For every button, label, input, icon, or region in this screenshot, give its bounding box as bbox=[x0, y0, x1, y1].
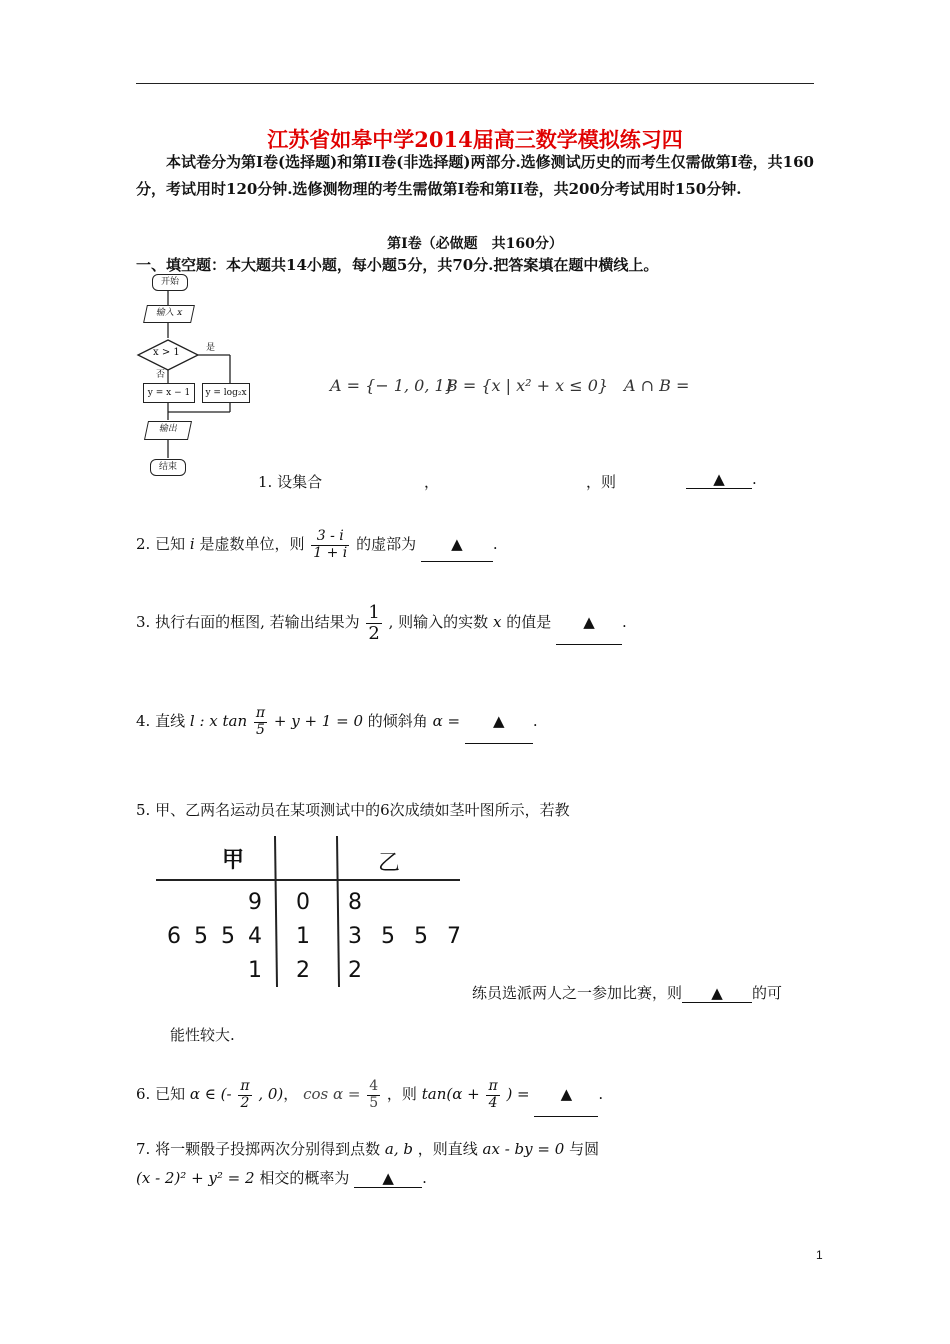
flowchart-no-label: 否 bbox=[156, 370, 166, 380]
q6-period: . bbox=[598, 1085, 604, 1103]
q6-cond-b: , 0) bbox=[258, 1085, 284, 1103]
q4-text2: 的倾斜角 bbox=[367, 712, 428, 730]
q1-intersection: A ∩ B = bbox=[624, 376, 690, 395]
leaf-right-row-2: 3 5 5 7 bbox=[348, 924, 461, 949]
q1-prefix: 1. 设集合 bbox=[258, 473, 323, 491]
q2-fraction bbox=[311, 529, 349, 561]
q2-denominator: 1 + i bbox=[313, 544, 348, 561]
q7-line: ax - by = 0 bbox=[482, 1140, 565, 1158]
q6-cos: cos α = bbox=[303, 1085, 361, 1103]
flowchart-connectors bbox=[130, 270, 260, 485]
leaf-left-row-3: 1 bbox=[248, 958, 262, 983]
q2-text2: 的虚部为 bbox=[356, 535, 417, 553]
answer-triangle: ▲ bbox=[556, 600, 622, 645]
stem-row-2: 1 bbox=[296, 924, 310, 949]
q2-prefix: 2. 已知 bbox=[136, 535, 186, 553]
answer-triangle: ▲ bbox=[354, 1169, 422, 1188]
q6-numerator-1: π bbox=[240, 1078, 250, 1095]
flowchart-branch-no: y = x − 1 bbox=[143, 383, 195, 403]
q6-numerator-2: 4 bbox=[369, 1078, 379, 1095]
q1-set-b: B = {x | x² + x ≤ 0} bbox=[446, 376, 609, 395]
q4-text1: 4. 直线 bbox=[136, 712, 186, 730]
q5-text1: 5. 甲、乙两名运动员在某项测试中的6次成绩如茎叶图所示，若教 bbox=[136, 801, 570, 819]
q2-period: . bbox=[492, 535, 498, 553]
section-heading: 第Ⅰ卷（必做题 共160分） bbox=[387, 236, 563, 252]
q3-text1: 3. 执行右面的框图, 若输出结果为 bbox=[136, 613, 360, 631]
q6-tan: tan(α + bbox=[421, 1085, 480, 1103]
q6-cond-a: α ∈ (- bbox=[189, 1085, 232, 1103]
q4-period: . bbox=[532, 712, 538, 730]
q6-denominator-3: 4 bbox=[488, 1094, 498, 1111]
q6-then: ，则 bbox=[386, 1085, 417, 1103]
leaf-left-row-2: 6 5 5 4 bbox=[167, 924, 262, 949]
page-title: 江苏省如皋中学2014届高三数学模拟练习四 bbox=[267, 127, 683, 152]
q2-var-i: i bbox=[189, 535, 195, 553]
q3-denominator: 2 bbox=[368, 622, 380, 644]
q7-text3: 与圆 bbox=[569, 1140, 600, 1158]
q4-numerator: π bbox=[255, 705, 266, 722]
q3-fraction bbox=[366, 603, 381, 644]
flowchart-condition: x > 1 bbox=[153, 347, 180, 358]
part1-heading: 一、填空题：本大题共14小题，每小题5分，共70分.把答案填在题中横线上。 bbox=[136, 256, 659, 274]
answer-triangle: ▲ bbox=[534, 1072, 598, 1117]
q6-fraction-2 bbox=[367, 1079, 380, 1111]
question-2 bbox=[136, 527, 498, 562]
q6-text1: 6. 已知 bbox=[136, 1085, 186, 1103]
header-rule bbox=[136, 83, 814, 84]
q7-period: . bbox=[422, 1169, 427, 1187]
q1-then: ，则 bbox=[586, 473, 617, 491]
question-4 bbox=[136, 699, 538, 744]
q6-numerator-3: π bbox=[488, 1078, 498, 1095]
exam-intro: 本试卷分为第Ⅰ卷(选择题)和第II卷(非选择题)两部分.选修测试历史的而考生仅需做第Ⅰ卷，共160分，考试用时120分钟.选修测物理的考生需做第Ⅰ卷和第II卷，共200分考试用时150分钟. bbox=[136, 153, 814, 198]
q7-circle: (x - 2)² + y² = 2 bbox=[136, 1169, 255, 1187]
flowchart-start: 开始 bbox=[152, 274, 188, 291]
q6-fraction-1 bbox=[238, 1079, 251, 1111]
q6-tan-end: ) = bbox=[506, 1085, 530, 1103]
q1-comma: ， bbox=[424, 473, 440, 491]
q4-line-b: + y + 1 = 0 bbox=[273, 712, 363, 730]
leaf-right-row-3: 2 bbox=[348, 958, 362, 983]
q3-var-x: x bbox=[492, 613, 502, 631]
answer-triangle: ▲ bbox=[465, 699, 533, 744]
q1-answer-blank bbox=[686, 470, 757, 489]
question-7-line-2 bbox=[136, 1167, 427, 1188]
q1-period: . bbox=[752, 470, 757, 488]
flowchart-output: 输出 bbox=[144, 421, 192, 440]
question-3 bbox=[136, 600, 627, 645]
q4-line-a: l : x tan bbox=[189, 712, 248, 730]
q7-ab: a, b bbox=[384, 1140, 413, 1158]
page-number: 1 bbox=[816, 1248, 823, 1262]
flowchart-input: 输入 x bbox=[143, 305, 195, 323]
answer-triangle: ▲ bbox=[682, 984, 752, 1003]
q3-text2: , 则输入的实数 bbox=[388, 613, 489, 631]
q4-fraction bbox=[254, 706, 267, 738]
q7-text2: ，则直线 bbox=[417, 1140, 478, 1158]
question-7-line-1 bbox=[136, 1138, 599, 1159]
q1-set-a: A = {− 1, 0, 1} bbox=[330, 376, 455, 395]
q2-numerator: 3 - i bbox=[311, 529, 349, 545]
question-5-answer-line bbox=[472, 982, 782, 1003]
flowchart-end: 结束 bbox=[150, 459, 186, 476]
flowchart-branch-yes: y = log₂x bbox=[202, 383, 250, 403]
q5-text3: 的可 bbox=[752, 984, 783, 1002]
answer-triangle: ▲ bbox=[421, 527, 493, 562]
q3-text3: 的值是 bbox=[506, 613, 552, 631]
leaf-right-row-1: 8 bbox=[348, 890, 362, 915]
q6-denominator-1: 2 bbox=[240, 1094, 250, 1111]
stem-leaf-header-left: 甲 bbox=[222, 848, 245, 873]
answer-triangle: ▲ bbox=[686, 470, 752, 489]
flowchart-yes-label: 是 bbox=[206, 343, 216, 353]
q2-text1: 是虚数单位，则 bbox=[199, 535, 305, 553]
stem-row-3: 2 bbox=[296, 958, 310, 983]
q6-fraction-3 bbox=[486, 1079, 499, 1111]
q4-alpha: α = bbox=[432, 712, 461, 730]
stem-row-1: 0 bbox=[296, 890, 310, 915]
leaf-left-row-1: 9 bbox=[248, 890, 262, 915]
question-6: 6. 已知 α ∈ (- $\frac{\pi}{2}$ , 0)， cos α = $\frac{4}{5}$ ，则 tan(α + $\frac{\pi}{4}$ ) = ▲ . bbox=[136, 1072, 603, 1117]
q3-period: . bbox=[622, 613, 627, 631]
stem-leaf-header-right: 乙 bbox=[378, 851, 401, 876]
q7-text4: 相交的概率为 bbox=[259, 1169, 350, 1187]
q4-denominator: 5 bbox=[256, 721, 265, 738]
q5-text4: 能性较大. bbox=[170, 1026, 235, 1044]
q7-text1: 7. 将一颗骰子投掷两次分别得到点数 bbox=[136, 1140, 381, 1158]
q5-text2: 练员选派两人之一参加比赛，则 bbox=[472, 984, 683, 1002]
q3-numerator: 1 bbox=[368, 601, 380, 623]
q6-denominator-2: 5 bbox=[369, 1094, 379, 1111]
